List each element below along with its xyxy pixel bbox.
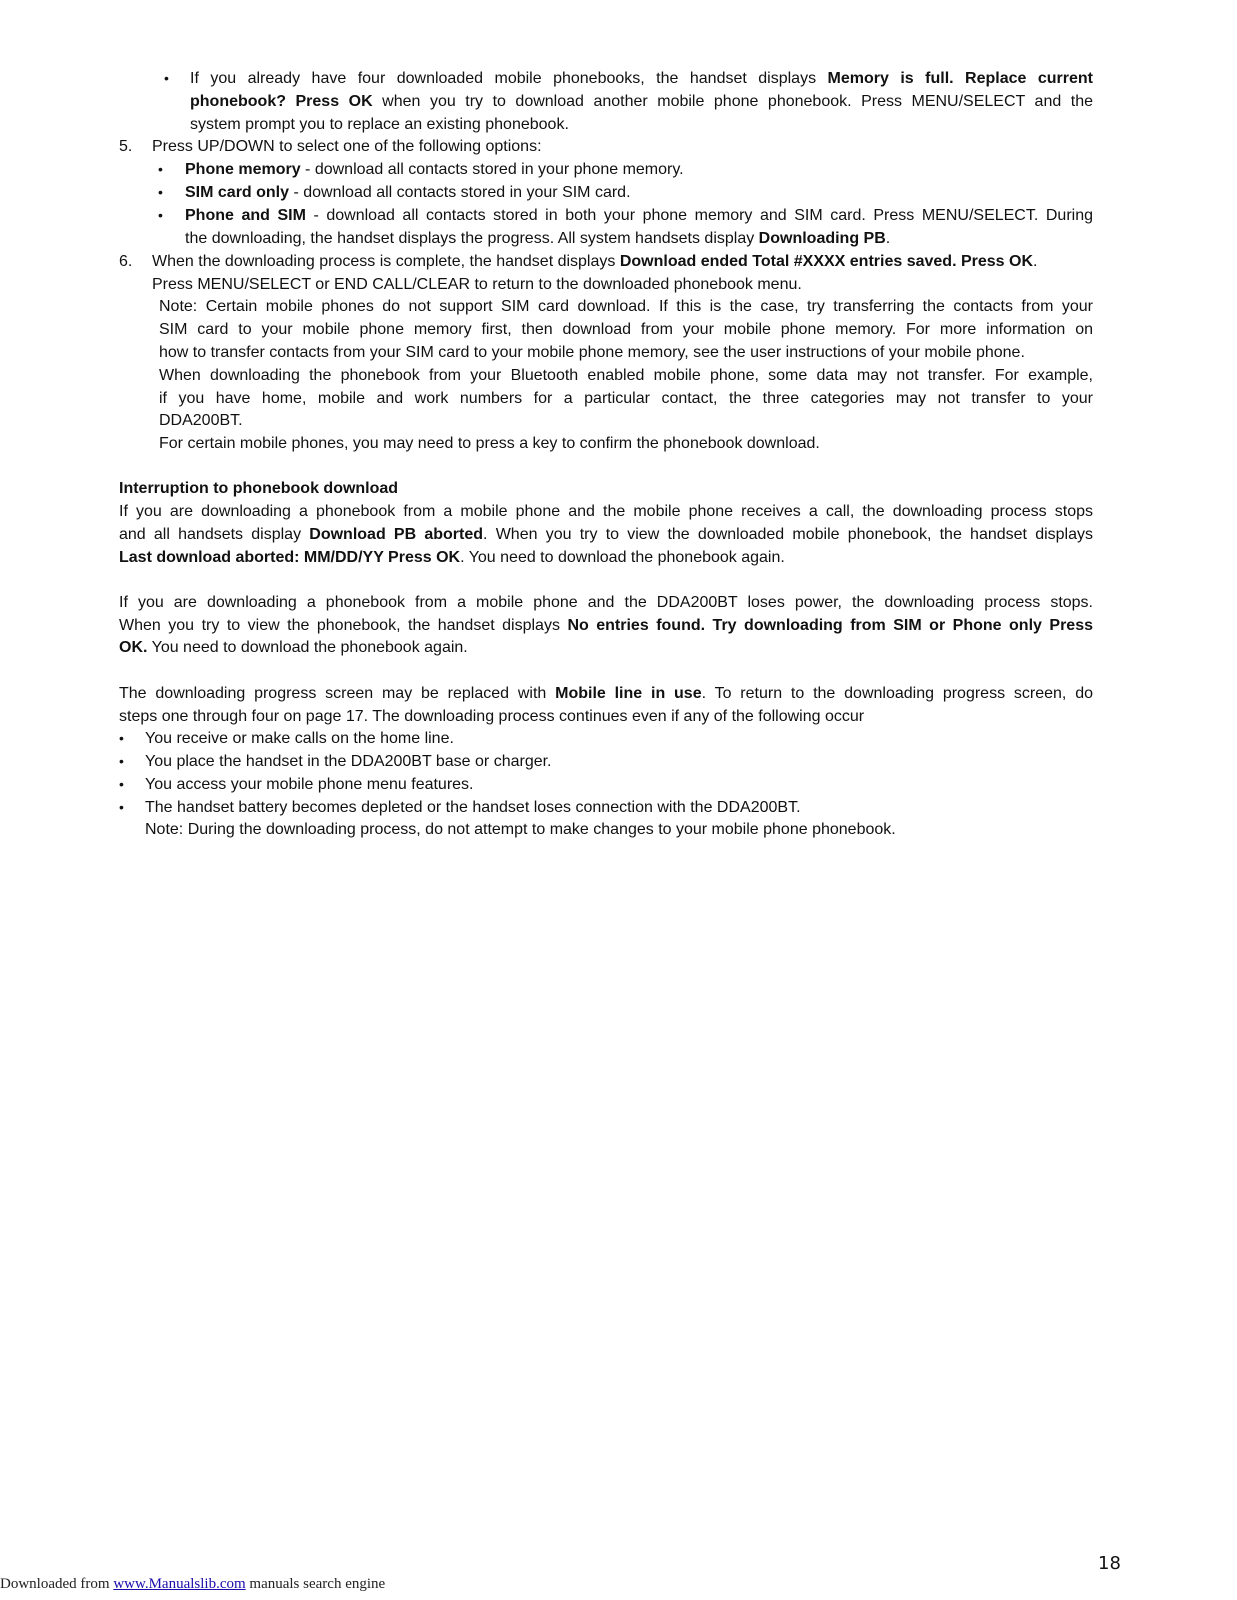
option-phone-memory: Phone memory - download all contacts stored in your phone memory.: [185, 161, 684, 178]
option-sim-card-only: SIM card only - download all contacts stored in your SIM card.: [185, 184, 631, 201]
bullet-marker: •: [158, 161, 163, 177]
list-item: You place the handset in the DDA200BT base or charger.: [145, 753, 552, 770]
list-item: You receive or make calls on the home line.: [145, 730, 454, 747]
step-6-line-2: Press MENU/SELECT or END CALL/CLEAR to return to the downloaded phonebook menu.: [152, 276, 802, 293]
paragraph-line: If you are downloading a phonebook from a mobile phone and the DDA200BT loses power, the downloading process stops.: [119, 594, 1093, 611]
paragraph-line: If you are downloading a phonebook from a mobile phone and the mobile phone receives a call, the downloading process stops: [119, 503, 1093, 520]
bullet-marker: •: [158, 207, 163, 223]
bullet-marker: •: [164, 70, 169, 86]
list-item: The handset battery becomes depleted or the handset loses connection with the DDA200BT.: [145, 799, 801, 816]
paragraph-line: and all handsets display Download PB aborted. When you try to view the downloaded mobile phonebook, the handset displays: [119, 526, 1093, 543]
page-number: 18: [1098, 1553, 1121, 1574]
bullet-marker: •: [119, 776, 124, 792]
intro-bullet-line-1: If you already have four downloaded mobile phonebooks, the handset displays Memory is full. Replace current: [190, 70, 1094, 87]
note-line: Note: Certain mobile phones do not support SIM card download. If this is the case, try transferring the contacts from your: [159, 298, 1093, 315]
note-line: DDA200BT.: [159, 412, 243, 429]
paragraph-line: OK. You need to download the phonebook again.: [119, 639, 468, 656]
note-line: For certain mobile phones, you may need to press a key to confirm the phonebook download.: [159, 435, 820, 452]
bullet-marker: •: [119, 753, 124, 769]
bullet-marker: •: [119, 799, 124, 815]
footer-suffix: manuals search engine: [245, 1576, 386, 1592]
option-phone-and-sim-line-1: Phone and SIM - download all contacts stored in both your phone memory and SIM card. Press MENU/SELECT. During: [185, 207, 1093, 224]
step-5-text: Press UP/DOWN to select one of the following options:: [152, 138, 542, 155]
note-line: how to transfer contacts from your SIM card to your mobile phone memory, see the user instructions of your mobile phone.: [159, 344, 1025, 361]
intro-bullet-line-3: system prompt you to replace an existing phonebook.: [190, 116, 569, 133]
final-note: Note: During the downloading process, do not attempt to make changes to your mobile phone phonebook.: [145, 821, 896, 838]
intro-bullet-line-2: phonebook? Press OK when you try to download another mobile phone phonebook. Press MENU/SELECT and the: [190, 93, 1094, 110]
step-6-line-1: When the downloading process is complete, the handset displays Download ended Total #XXXX entries saved. Press OK.: [152, 253, 1038, 270]
note-line: When downloading the phonebook from your Bluetooth enabled mobile phone, some data may not transfer. For example,: [159, 367, 1093, 384]
paragraph-line: Last download aborted: MM/DD/YY Press OK. You need to download the phonebook again.: [119, 549, 785, 566]
manualslib-link[interactable]: www.Manualslib.com: [113, 1576, 246, 1592]
option-phone-and-sim-line-2: the downloading, the handset displays the progress. All system handsets display Downloading PB.: [185, 230, 891, 247]
paragraph-line: The downloading progress screen may be replaced with Mobile line in use. To return to the downloading progress screen, do: [119, 685, 1093, 702]
note-line: SIM card to your mobile phone memory first, then download from your mobile phone memory. For more information on: [159, 321, 1093, 338]
footer-prefix: Downloaded from: [0, 1576, 114, 1592]
note-line: if you have home, mobile and work numbers for a particular contact, the three categories may not transfer to your: [159, 390, 1093, 407]
paragraph-line: When you try to view the phonebook, the handset displays No entries found. Try downloading from SIM or Phone only Press: [119, 617, 1094, 634]
step-number-5: 5.: [119, 138, 133, 155]
bullet-marker: •: [158, 184, 163, 200]
paragraph-line: steps one through four on page 17. The downloading process continues even if any of the following occur: [119, 708, 865, 725]
section-heading: Interruption to phonebook download: [119, 480, 399, 497]
bullet-marker: •: [119, 730, 124, 746]
list-item: You access your mobile phone menu features.: [145, 776, 474, 793]
step-number-6: 6.: [119, 253, 133, 270]
download-footer: [0, 1576, 385, 1593]
